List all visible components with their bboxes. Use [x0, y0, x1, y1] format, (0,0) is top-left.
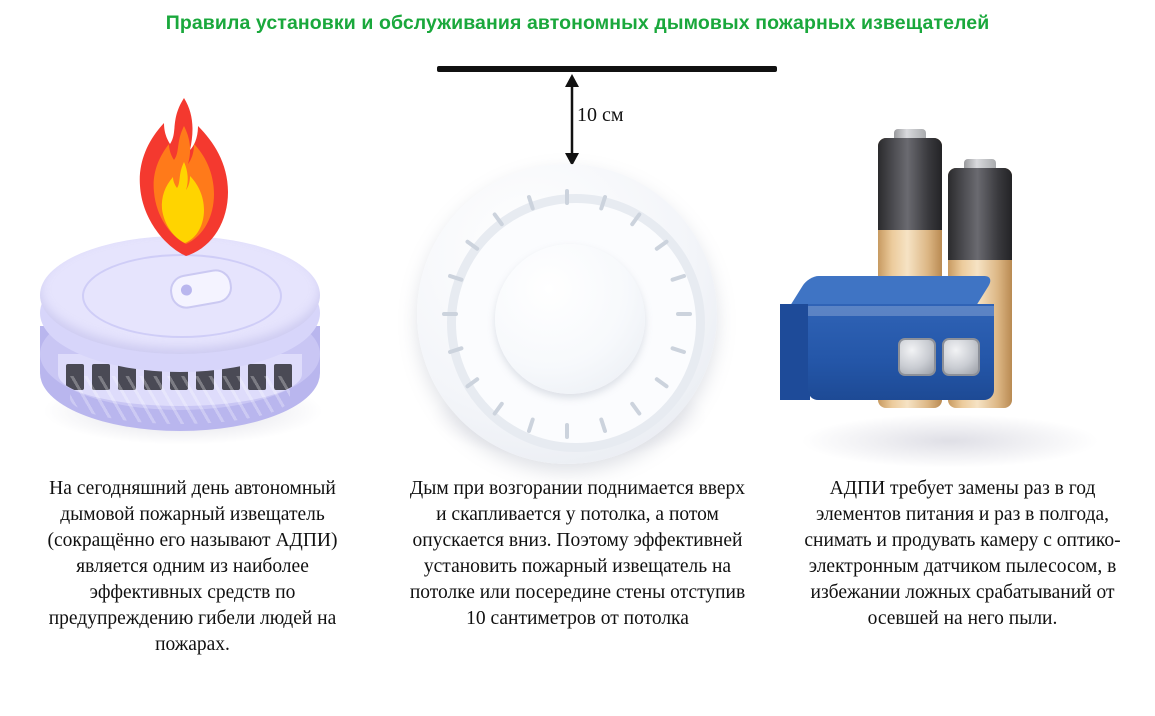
- double-arrow-icon: [561, 74, 563, 164]
- caption-detector-flame: На сегодняшний день автономный дымовой пожарный извещатель (сокращённо его называют АДПИ) является одним из наиболее эффективных средств по предупреждению гибели людей на пожарах.: [47, 478, 338, 655]
- column-ceiling-mounting: [385, 46, 770, 716]
- 9v-battery-side: [780, 304, 810, 400]
- 9v-battery-highlight: [808, 306, 994, 316]
- topview-center-dome: [495, 244, 645, 394]
- poster-columns: [0, 46, 1155, 716]
- smoke-detector-topview-icon: [407, 164, 727, 464]
- column-batteries: [770, 46, 1155, 716]
- dimension-label-10cm: 10 см: [577, 104, 624, 126]
- flame-icon: [126, 96, 236, 261]
- caption-ceiling-mounting: Дым при возгорании поднимается вверх и скапливается у потолка, а потом опускается вниз. Поэтому эффективней установить пожарный извещатель на потолке или посередине стены отступив 10 сантиметров от потолка: [409, 478, 746, 629]
- 9v-battery-terminal: [898, 338, 936, 376]
- aa-battery-cap: [948, 168, 1012, 260]
- ceiling-line-icon: [437, 66, 777, 72]
- detector-flame-illustration: [0, 46, 385, 466]
- aa-battery-cap: [878, 138, 942, 230]
- batteries-shadow: [800, 414, 1100, 468]
- 9v-battery-icon: [780, 276, 994, 416]
- ceiling-mounting-illustration: [385, 46, 770, 466]
- page-title: Правила установки и обслуживания автономных дымовых пожарных извещателей: [165, 12, 990, 34]
- batteries-illustration: [770, 46, 1155, 466]
- 9v-battery-terminal: [942, 338, 980, 376]
- caption-batteries: АДПИ требует замены раз в год элементов питания и раз в полгода, снимать и продувать камеру с оптико-электронным датчиком пылесосом, в избежании ложных срабатываний от осевшей на него пыли.: [804, 478, 1121, 629]
- column-detector-flame: [0, 46, 385, 716]
